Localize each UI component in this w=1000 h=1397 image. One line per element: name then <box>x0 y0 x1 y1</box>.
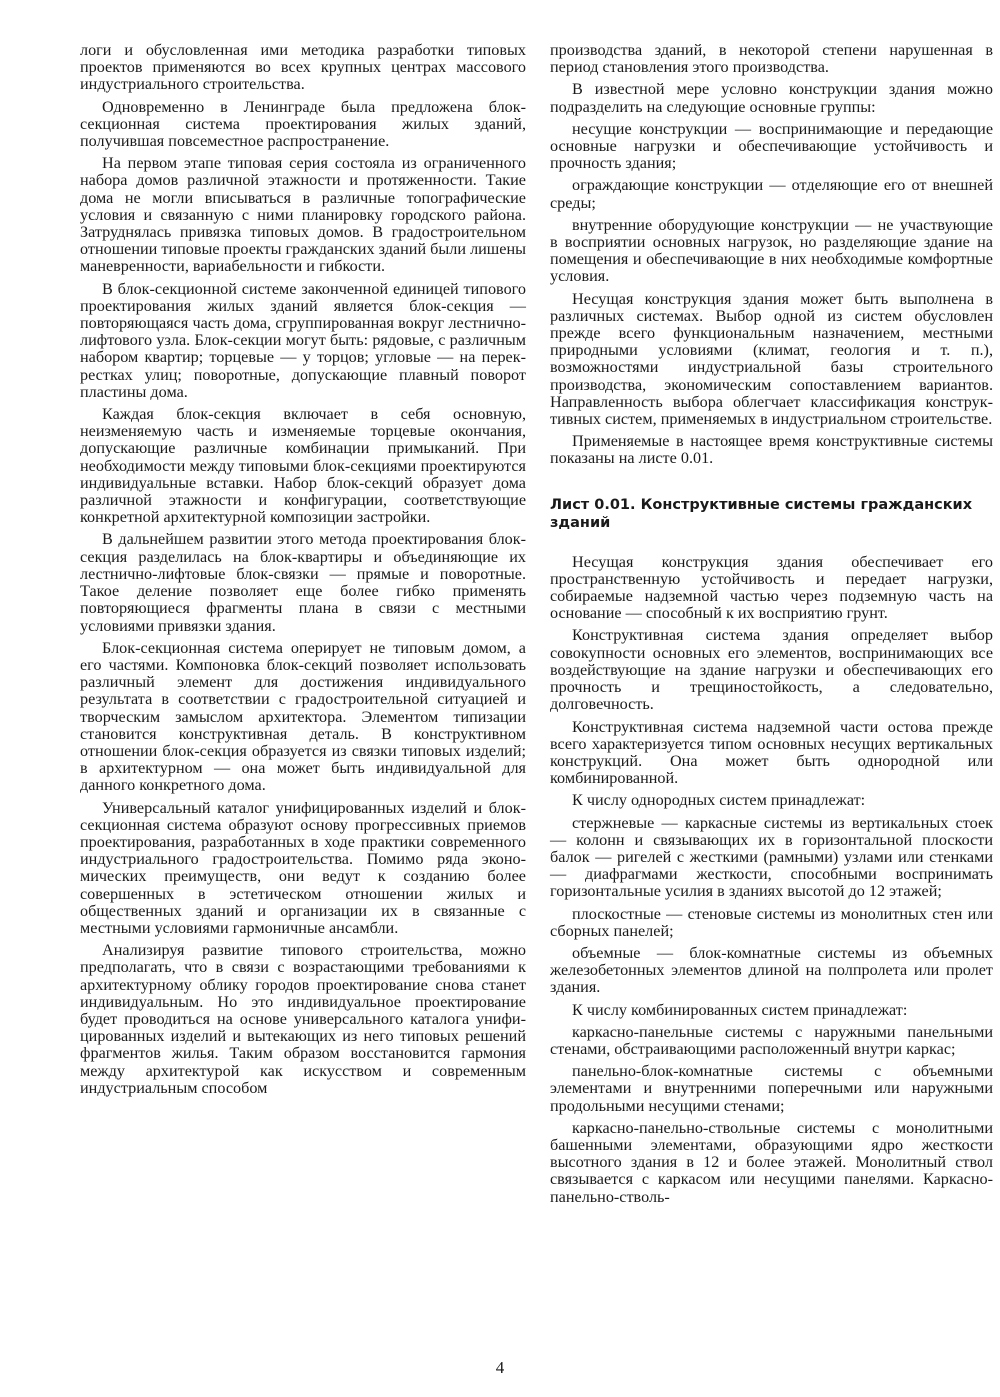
paragraph: К числу комбинированных систем принадлежат: <box>572 1000 908 1019</box>
page-number: 4 <box>495 1358 505 1377</box>
left-text-column <box>80 42 526 1102</box>
paragraph: В дальнейшем развитии этого метода проектирования блок-секция разделилась на блок-квартиры и объединяющие их лестнично-лифтовые блок-связки — прямые и поворотные. Такое деление позволяет еще более гибко применять повторяющиеся фрагменты плана в связи с местными условиями привязки здания. <box>80 530 526 635</box>
right-column-top-block <box>550 42 993 468</box>
right-text-column <box>550 42 993 1211</box>
paragraph: несущие конструкции — воспринимающие и передающие основные нагрузки и обеспечивающие устойчивость и прочность здания; <box>550 119 993 173</box>
paragraph: Анализируя развитие типового строительства, можно предполагать, что в связи с возрастающими требованиями к архитектурному облику городов проектирование снова станет индивидуальным. Но это индивидуальное проектирование будет проводиться на основе универсального каталога унифицированных изделий и вытекающих из него типовых решений фрагментов жилья. Таким образом восстановится гармония между архитектурой как искусством и современным индустриальным способом <box>80 941 526 1097</box>
paragraph: Универсальный каталог унифицированных изделий и блок-секционная система образуют основу прогрессивных приемов проектирования, разработанных в ходе практики современного индустриального градостроительства. Помимо ряда экономических преимуществ, они ведут к созданию более совершенных в эстетическом отношении жилых и общественных зданий и организации их в связанные с местными условиями гармоничные ансамбли. <box>80 798 526 937</box>
paragraph: производства зданий, в некоторой степени нарушенная в период становления этого производства. <box>550 41 993 77</box>
paragraph: Одновременно в Ленинграде была предложена блок-секционная система проектирования жилых зданий, получившая повсеместное распространение. <box>80 97 526 151</box>
paragraph: Конструктивная система надземной части остова прежде всего характеризуется типом основных несущих вертикальных конструкций. Она может быть однородной или комбинированной. <box>550 717 993 788</box>
paragraph: В известной мере условно конструкции здания можно подразделить на следующие основные группы: <box>550 80 993 116</box>
paragraph: объемные — блок-комнатные системы из объемных железобетонных элементов длиной на полпролета или пролет здания. <box>550 943 993 997</box>
paragraph: В блок-секционной системе законченной единицей типового проектирования жилых зданий является блок-секция — повторяющаяся часть дома, сгруппированная вокруг лестнично-лифтового узла. Блок-секции могут быть: рядовые, с различным набором квартир; торцевые — у торцов; угловые — на перекрестках улиц; поворотные, допускающие плавный поворот пластины дома. <box>80 279 526 401</box>
paragraph: плоскостные — стеновые системы из монолитных стен или сборных панелей; <box>550 904 993 940</box>
paragraph: внутренние оборудующие конструкции — не участвующие в восприятии основных нагрузок, но разделяющие здание на помещения и обеспечивающие в них необходимые комфортные условия. <box>550 215 993 286</box>
paragraph: Конструктивная система здания определяет выбор совокупности основных его элементов, воспринимающих все воздействующие на здание нагрузки и обеспечивающих его прочность и трещиностойкость, а следовательно, долговечность. <box>550 626 993 714</box>
paragraph: каркасно-панельные системы с наружными панельными стенами, обстраивающими расположенный внутри каркас; <box>550 1022 993 1058</box>
paragraph: Каждая блок-секция включает в себя основную, неизменяемую часть и изменяемые торцевые окончания, допускающие различные комбинации примыканий. При необходимости между типовыми блок-секциями проектируются индивидуальные вставки. Набор блок-секций образует дома различной этажности и конфигурации, соответствующие конкретной архитектурной композиции застройки. <box>80 405 526 527</box>
paragraph: каркасно-панельно-ствольные системы с монолитными башенными элементами, образующими ядро жесткости высотного здания в 12 и более этажей. Монолитный ствол связывается с каркасом или несущими панелями. Каркасно-панельно-стволь- <box>550 1118 993 1206</box>
paragraph: стержневые — каркасные системы из вертикальных стоек — колонн и связывающих их в горизонтальной плоскости балок — ригелей с жесткими (рамными) узлами или стенками — диафрагмами жесткости, способными воспринимать горизонтальные усилия в зданиях высотой до 12 этажей; <box>550 813 993 901</box>
paragraph: ограждающие конструкции — отделяющие его от внешней среды; <box>550 176 993 212</box>
paragraph: К числу однородных систем принадлежат: <box>572 791 866 810</box>
paragraph: Несущая конструкция здания обеспечивает его пространственную устойчивость и передает нагрузки, собираемые надземной частью через подземную часть на основание — способный к их восприятию грунт. <box>550 552 993 623</box>
paragraph: Блок-секционная система оперирует не типовым домом, а его частями. Компоновка блок-секций позволяет использовать различный элемент для достижения индивидуального результата в соответствии с градостроительной ситуацией и творческим замыслом архитектора. Элементом типизации становится конструктивная деталь. В конструктивном отношении блок-секция образуется из связки типовых изделий; в архитектурном — она может быть индивидуальной для данного конкретного дома. <box>80 638 526 795</box>
paragraph: логи и обусловленная ими методика разработки типовых проектов применяются во всех крупных центрах массового индустриального строительства. <box>80 41 526 94</box>
paragraph: Применяемые в настоящее время конструктивные системы показаны на листе 0.01. <box>550 432 993 468</box>
paragraph: На первом этапе типовая серия состояла из ограниченного набора домов различной этажности и протяженности. Такие дома не могли вписываться в различные топографические условия и связанную с ними планировку городского района. Затруднялась привязка типовых домов. В градостроительном отношении типовые проекты гражданских зданий были лишены маневренности, вариабельности и гибкости. <box>80 154 526 276</box>
right-column-bottom-block <box>550 554 993 1206</box>
paragraph: Несущая конструкция здания может быть выполнена в различных системах. Выбор одной из систем обусловлен прежде всего функциональным назначением, местными природными условиями (климат, геология и т. п.), возможностями индустриальной базы строительного производства, экономическим сопоставлением вариантов. Направленность выбора облегчает классификация конструктивных систем, применяемых в индустриальном строительстве. <box>550 289 993 429</box>
paragraph: панельно-блок-комнатные системы с объемными элементами и внутренними поперечными или наружными продольными несущими стенами; <box>550 1062 993 1115</box>
section-heading: Лист 0.01. Конструктивные системы гражданских зданий <box>550 496 973 531</box>
